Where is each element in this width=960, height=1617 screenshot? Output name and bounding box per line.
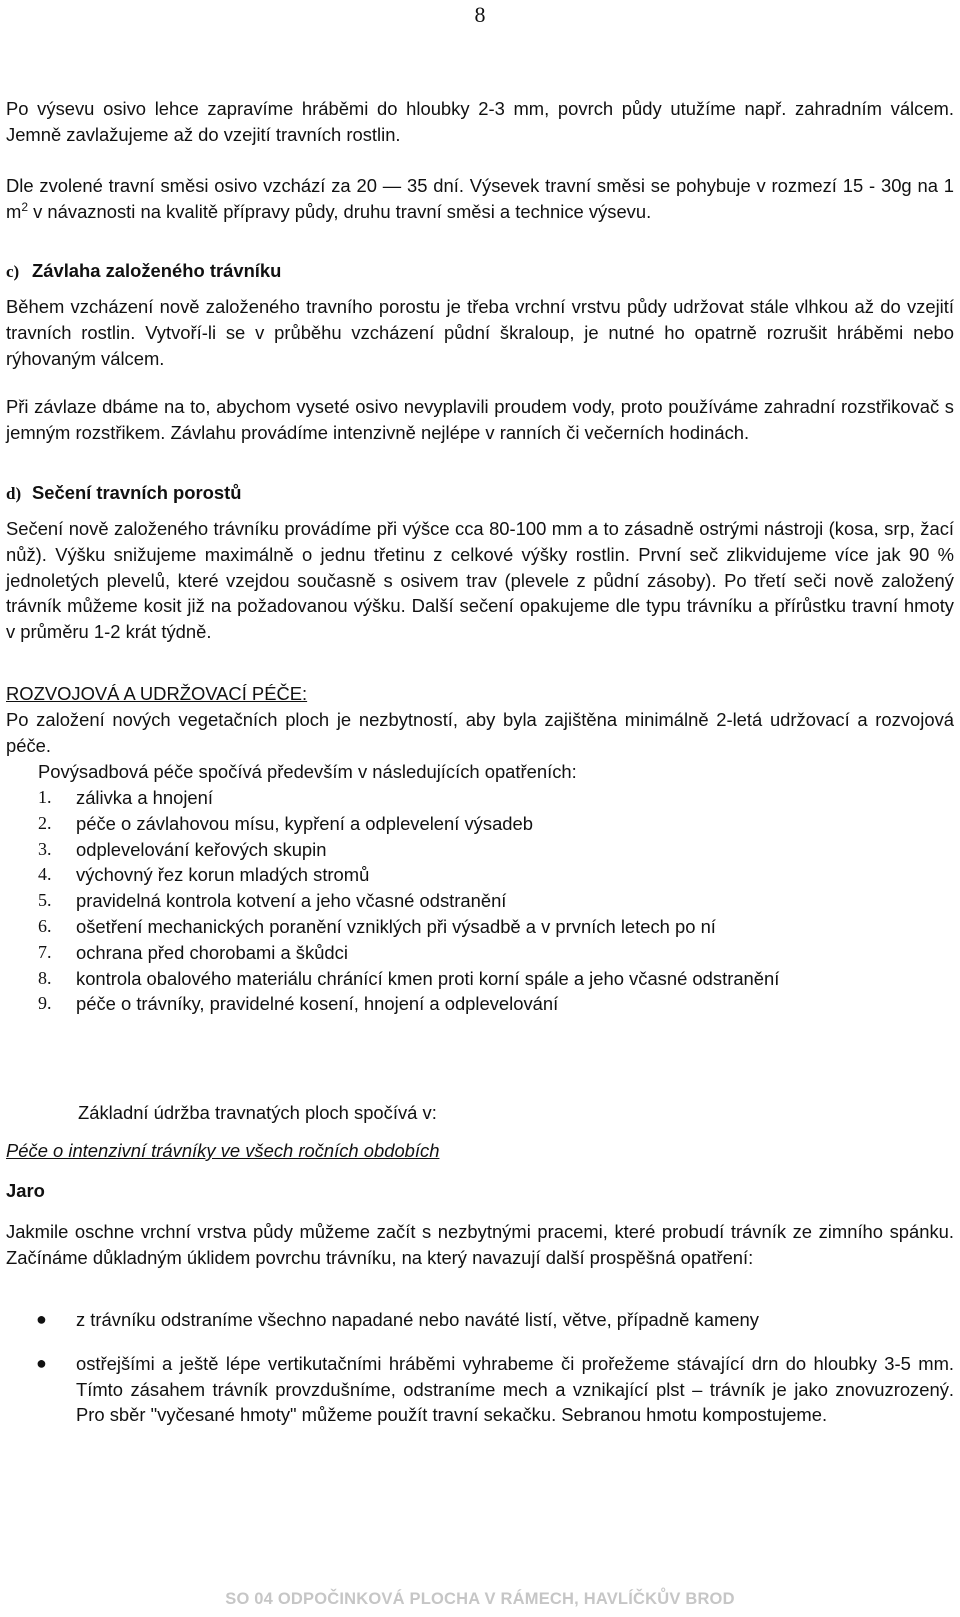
page-footer: SO 04 ODPOČINKOVÁ PLOCHA V RÁMECH, HAVLÍČKŮV BROD [225, 1590, 735, 1608]
germination-text-2: v návaznosti na kvalitě přípravy půdy, druhu travní směsi a technice výsevu. [28, 200, 652, 222]
item-text: ošetření mechanických poranění vzniklých při výsadbě a v prvních letech po ní [76, 915, 716, 937]
list-item [6, 1351, 954, 1428]
section-d-heading [6, 480, 242, 507]
item-text: péče o závlahovou mísu, kypření a odplevelení výsadeb [76, 812, 533, 834]
item-text: ochrana před chorobami a škůdci [76, 941, 348, 963]
season-heading: Jaro [6, 1180, 45, 1201]
basic-maintenance: Základní údržba travnatých ploch spočívá v: [78, 1102, 437, 1123]
care-intro: Povýsadbová péče spočívá především v následujících opatřeních: [38, 761, 577, 782]
bullet-icon: ● [36, 1309, 47, 1329]
item-number: 8. [38, 967, 52, 988]
item-text: pravidelná kontrola kotvení a jeho včasné odstranění [76, 890, 507, 912]
item-number: 2. [38, 812, 52, 833]
item-number: 3. [38, 838, 52, 859]
section-d-title: Sečení travních porostů [32, 482, 242, 503]
item-text: zálivka a hnojení [76, 787, 213, 808]
section-d-letter: d) [6, 484, 22, 503]
section-c-letter: c) [6, 262, 20, 281]
list-item [38, 914, 954, 940]
germination-text-1: Dle zvolené travní směsi osivo vzchází za 20 — 35 dní. Výsevek travní směsi se pohybuje v rozmezí 15 - 30g na 1 m [6, 175, 954, 222]
paragraph-care: Po založení nových vegetačních ploch je nezbytností, aby byla zajištěna minimálně 2-letá udržovací a rozvojová péče. [6, 709, 954, 756]
list-item [38, 862, 954, 888]
list-item [38, 811, 954, 837]
list-item [38, 991, 954, 1017]
item-text: výchovný řez korun mladých stromů [76, 864, 370, 886]
paragraph-irrigation-1: Během vzcházení nově založeného travního porostu je třeba vrchní vrstvu půdy udržovat stále vlhkou až do vzejití travních rostlin. Vytvoří-li se v průběhu vzcházení půdní škraloup, je nutné ho opatrně rozrušit hráběmi nebo rýhovaným válcem. [6, 296, 954, 369]
care-list [38, 785, 954, 1017]
section-c-title: Závlaha založeného trávníku [32, 260, 282, 281]
paragraph-seeding: Po výsevu osivo lehce zapravíme hráběmi do hloubky 2-3 mm, povrch půdy utužíme např. zahradním válcem. Jemně zavlažujeme až do vzejití travních rostlin. [6, 98, 954, 145]
superscript-squared: 2 [21, 199, 29, 214]
spring-bullets [6, 1307, 954, 1446]
item-number: 9. [38, 993, 52, 1014]
bullet-icon: ● [36, 1352, 47, 1373]
list-item [38, 940, 954, 966]
item-number: 1. [38, 787, 52, 807]
bullet-text: z trávníku odstraníme všechno napadané nebo naváté listí, větve, případně kameny [76, 1309, 759, 1330]
list-item [38, 785, 954, 811]
list-item [38, 888, 954, 914]
list-item [6, 1307, 954, 1333]
list-item [38, 837, 954, 863]
paragraph-spring: Jakmile oschne vrchní vrstva půdy můžeme začít s nezbytnými pracemi, které probudí trávník ze zimního spánku. Začínáme důkladným úklidem povrchu trávníku, na který navazují další prospěšná opatření: [6, 1221, 954, 1268]
item-number: 6. [38, 915, 52, 936]
item-text: odplevelování keřových skupin [76, 838, 327, 860]
page-number: 8 [474, 2, 486, 27]
item-text: péče o trávníky, pravidelné kosení, hnojení a odplevelování [76, 993, 559, 1015]
item-number: 4. [38, 864, 52, 885]
paragraph-mowing: Sečení nově založeného trávníku provádíme při výšce cca 80-100 mm a to zásadně ostrými nástroji (kosa, srp, žací nůž). Výšku snižujeme maximálně o jednu třetinu z celkové výšky rostlin. První seč zlikvidujeme více jak 90 % jednoletých plevelů, které vzejdou současně s osivem trav (plevele z půdní zásoby). Po třetí seči nově založený trávník můžeme kosit již na požadovanou výšku. Další sečení opakujeme dle typu trávníku a přírůstku travní hmoty v průměru 1-2 krát týdně. [6, 518, 954, 643]
item-text: kontrola obalového materiálu chránící kmen proti korní spále a jeho včasné odstranění [76, 967, 780, 989]
paragraph-germination [6, 173, 954, 225]
list-item [38, 966, 954, 992]
section-c-heading [6, 258, 281, 285]
bullet-text: ostřejšími a ještě lépe vertikutačními hráběmi vyhrabeme či prořežeme stávající drn do hloubky 3-5 mm. Tímto zásahem trávník provzdušníme, odstraníme mech a vznikající plst – trávník je jako znovuzrozený. Pro sběr "vyčesané hmoty" můžeme použít travní sekačku. Sebranou hmotu kompostujeme. [76, 1352, 954, 1426]
intensive-care-heading: Péče o intenzivní trávníky ve všech ročních obdobích [6, 1140, 440, 1161]
item-number: 5. [38, 890, 52, 911]
care-heading: ROZVOJOVÁ A UDRŽOVACÍ PÉČE: [6, 683, 308, 704]
item-number: 7. [38, 941, 52, 962]
paragraph-irrigation-2: Při závlaze dbáme na to, abychom vyseté osivo nevyplavili proudem vody, proto používáme zahradní rozstřikovač s jemným rozstřikem. Závlahu provádíme intenzivně nejlépe v ranních či večerních hodinách. [6, 396, 954, 443]
